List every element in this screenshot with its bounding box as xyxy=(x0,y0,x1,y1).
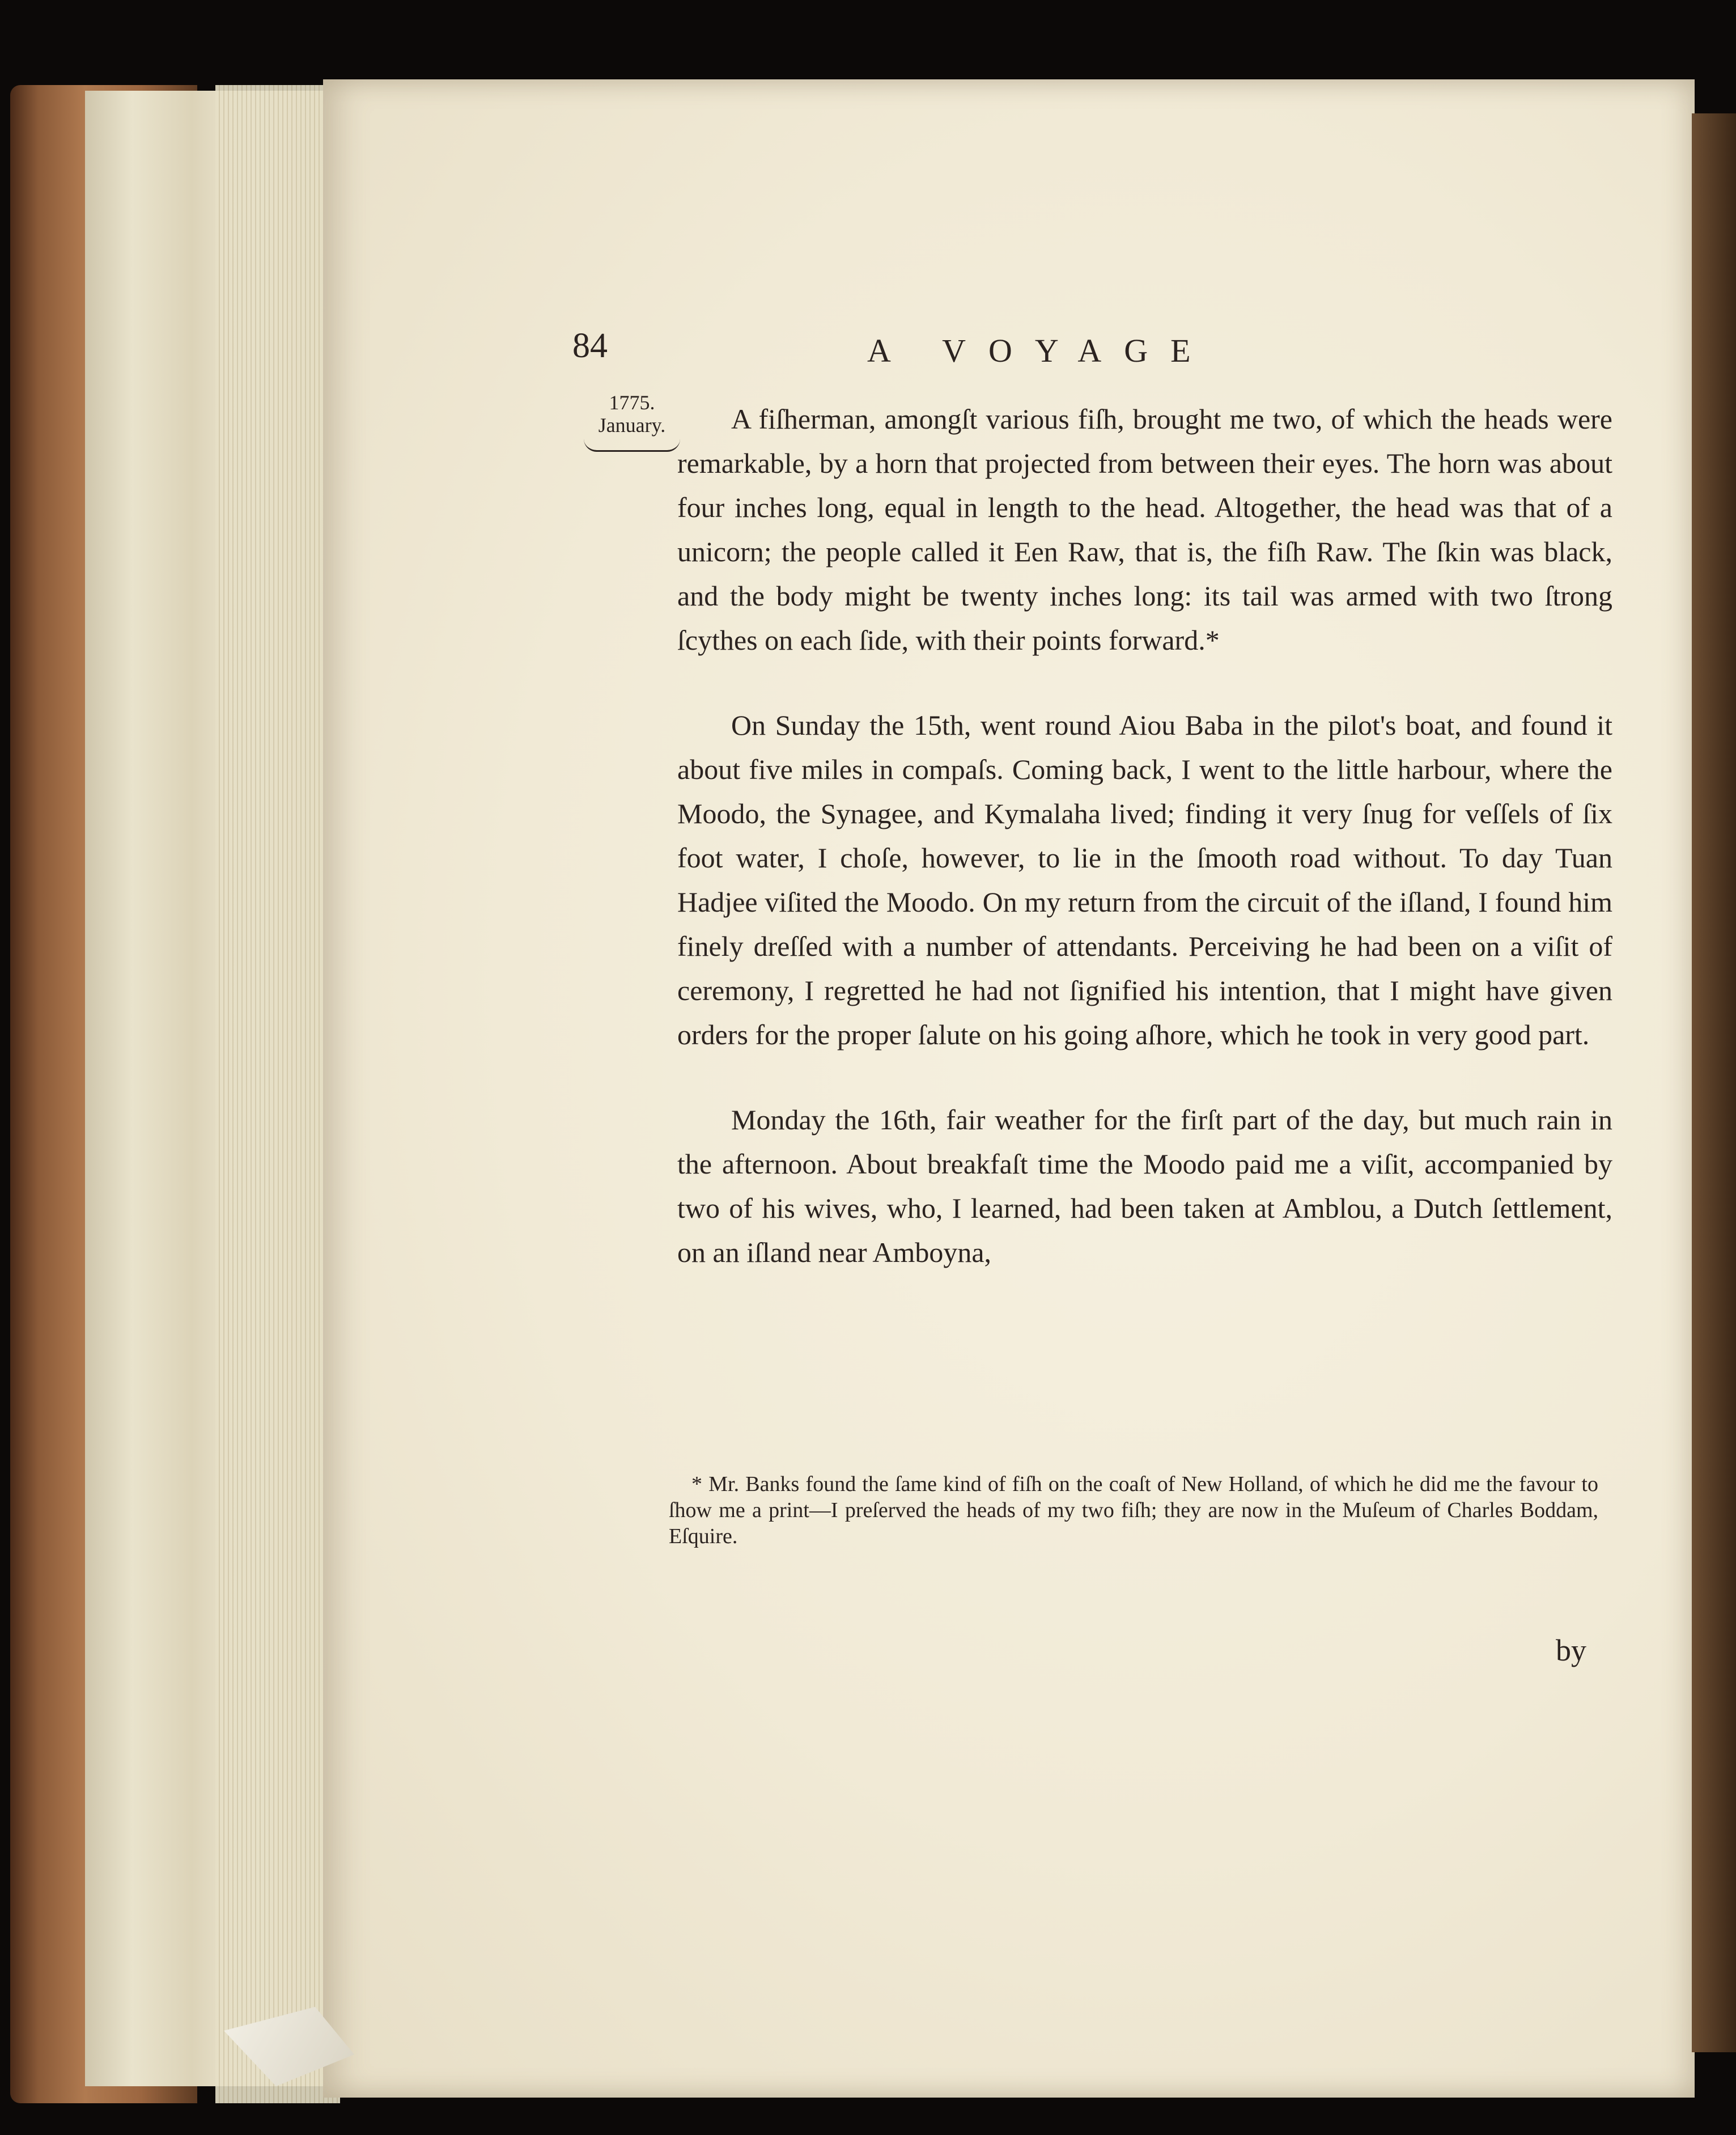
page-edges xyxy=(215,85,340,2103)
page-header xyxy=(572,326,1621,383)
margin-date-note xyxy=(584,391,680,452)
book-right-edge xyxy=(1692,113,1736,2052)
body-text xyxy=(677,397,1612,1274)
catchword: by xyxy=(1556,1633,1586,1667)
footnote: * Mr. Banks found the ſame kind of fiſh on the coaſt of New Holland, of which he did me the favour to ſhow me a print—I preſerved the heads of my two fiſh; they are now in the Muſeum of Charles Boddam, Eſquire. xyxy=(669,1472,1598,1548)
running-head: A VOYAGE xyxy=(867,332,1213,369)
margin-year: 1775. xyxy=(609,391,655,414)
paragraph-sunday: On Sunday the 15th, went round Aiou Baba in the pilot's boat, and found it about five miles in compaſs. Coming back, I went to the little harbour, where the Moodo, the Synagee, and Kymalaha lived; finding it very ſnug for veſſels of ſix foot water, I choſe, however, to lie in the ſmooth road without. To day Tuan Hadjee viſited the Moodo. On my return from the circuit of the iſland, I found him finely dreſſed with a number of attendants. Perceiving he had been on a viſit of ceremony, I regretted he had not ſignified his intention, that I might have given orders for the proper ſalute on his going aſhore, which he took in very good part. xyxy=(677,709,1612,1050)
page-number: 84 xyxy=(572,327,608,365)
paragraph-monday: Monday the 16th, fair weather for the firſt part of the day, but much rain in the afternoon. About breakfaſt time the Moodo paid me a viſit, accompanied by two of his wives, who, I learned, had been taken at Amblou, a Dutch ſettlement, on an iſland near Amboyna, xyxy=(677,1104,1612,1268)
margin-brace xyxy=(584,439,680,452)
margin-month: January. xyxy=(598,414,666,437)
paragraph-fish: A fiſherman, amongſt various fiſh, brought me two, of which the heads were remarkable, by a horn that projected from between their eyes. The horn was about four inches long, equal in length to the head. Altogether, the head was that of a unicorn; the people called it Een Raw, that is, the fiſh Raw. The ſkin was black, and the body might be twenty inches long: its tail was armed with two ſtrong ſcythes on each ſide, with their points forward.* xyxy=(677,403,1612,656)
